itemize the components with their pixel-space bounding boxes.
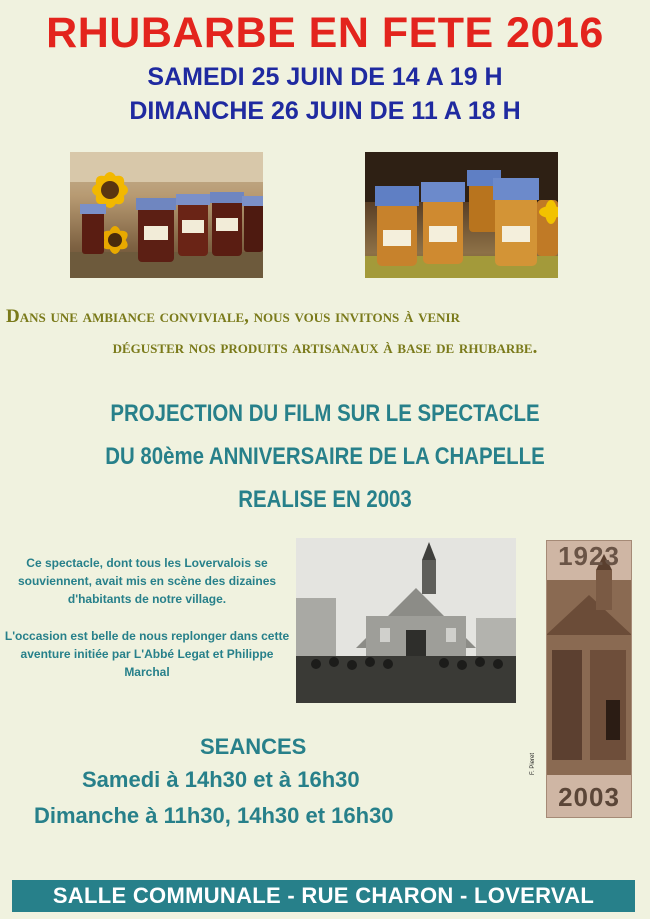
description-paragraph-2: L'occasion est belle de nous replonger dans cette aventure initiée par L'Abbé Legat et Philippe Marchal [4, 629, 290, 679]
photo-credit: F. Pieret [530, 752, 536, 775]
projection-line-1: PROJECTION DU FILM SUR LE SPECTACLE [110, 400, 540, 427]
year-2003-label: 2003 [558, 782, 620, 812]
date-saturday: SAMEDI 25 JUIN DE 14 A 19 H [147, 63, 503, 91]
year-1923-label: 1923 [558, 541, 620, 571]
description-paragraph-1: Ce spectacle, dont tous les Lovervalois se souviennent, avait mis en scène des dizaines d'habitants de notre village. [17, 556, 277, 606]
intro-line-2: déguster nos produits artisanaux à base de rhubarbe. [112, 337, 538, 358]
jam-jars-photo-right [365, 152, 558, 278]
projection-line-3: REALISE EN 2003 [238, 486, 412, 513]
location-footer: SALLE COMMUNALE - RUE CHARON - LOVERVAL [12, 880, 635, 912]
intro-line-1: Dans une ambiance conviviale, nous vous invitons à venir [6, 306, 460, 327]
chapel-photo [546, 540, 632, 818]
seance-saturday: Samedi à 14h30 et à 16h30 [82, 767, 360, 792]
event-title: RHUBARBE EN FETE 2016 [46, 9, 604, 57]
projection-line-2: DU 80ème ANNIVERSAIRE DE LA CHAPELLE [105, 443, 545, 470]
seance-sunday: Dimanche à 11h30, 14h30 et 16h30 [34, 803, 394, 828]
church-historic-photo [296, 538, 516, 703]
date-sunday: DIMANCHE 26 JUIN DE 11 A 18 H [129, 97, 521, 125]
seances-heading: SEANCES [200, 734, 307, 759]
jam-jars-photo-left [70, 152, 263, 278]
